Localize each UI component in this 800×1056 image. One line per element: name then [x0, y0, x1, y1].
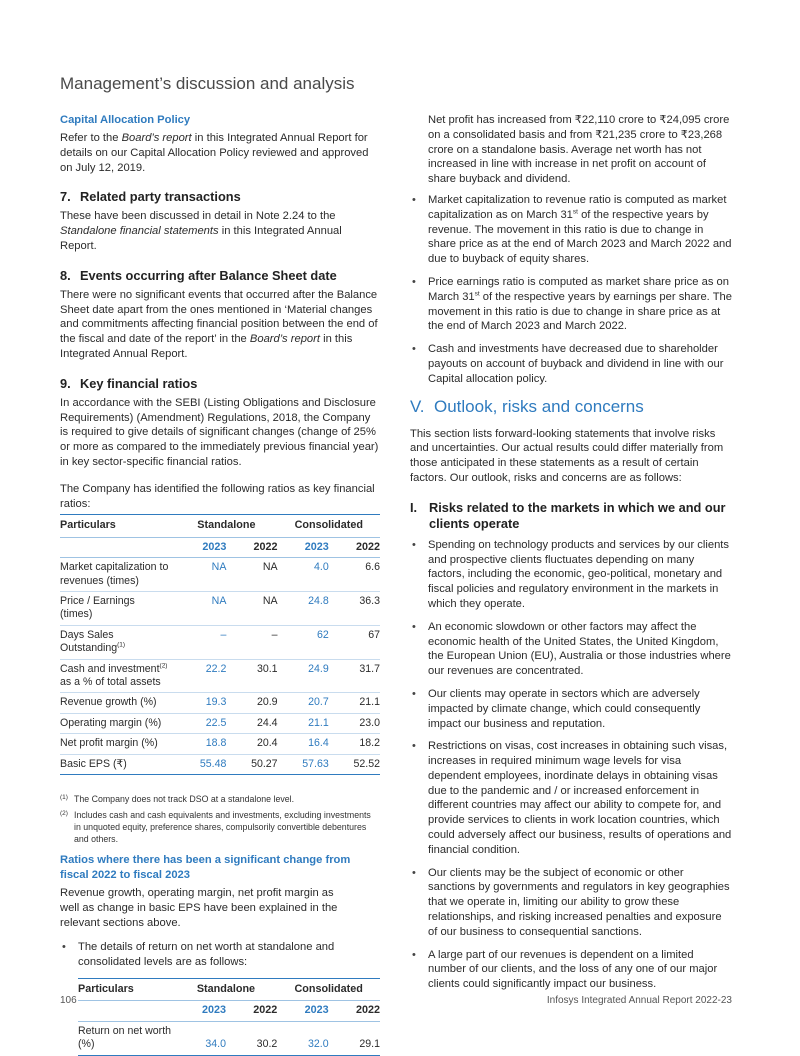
left-column	[60, 113, 380, 1056]
row-label: Operating margin (%)	[60, 713, 175, 733]
cell-value: 52.52	[329, 754, 380, 774]
cell-value: 21.1	[329, 693, 380, 713]
cell-value: 4.0	[278, 558, 329, 592]
cell-value: 24.9	[278, 659, 329, 693]
year-header: 2022	[226, 1001, 277, 1021]
cell-value: 67	[329, 625, 380, 659]
significant-change-heading: Ratios where there has been a significant change from fiscal 2022 to fiscal 2023	[60, 854, 351, 882]
year-header: 2023	[175, 1001, 226, 1021]
ronw-table	[78, 978, 380, 1056]
footnotes	[60, 793, 380, 845]
cell-value: NA	[226, 591, 277, 625]
table-row	[60, 693, 380, 713]
cell-value: –	[175, 625, 226, 659]
table-row	[60, 659, 380, 693]
list-item: • Our clients may be the subject of economic or other sanctions by governments and regulators in key geographies that we operate in, limiting our ability to grow these relationships, and risking increased penalties and exposure of our business to consequential sanctions.	[410, 866, 732, 940]
cell-value: 57.63	[278, 754, 329, 774]
cell-value: 24.4	[226, 713, 277, 733]
key-ratios-intro: The Company has identified the following ratios as key financial ratios:	[60, 482, 375, 510]
cell-value: 16.4	[278, 734, 329, 754]
related-party-text: These have been discussed in detail in Note 2.24 to the Standalone financial statements in this Integrated Annual Report.	[60, 210, 342, 252]
col-particulars: Particulars	[60, 515, 175, 537]
list-item: • Our clients may operate in sectors which are adversely impacted by climate change, which could consequently impact our business and reputation.	[410, 687, 732, 731]
key-ratios-table	[60, 514, 380, 775]
cell-value: –	[226, 625, 277, 659]
page-number: 106	[60, 995, 77, 1006]
row-label: Price / Earnings (times)	[60, 591, 175, 625]
table-row	[60, 754, 380, 774]
key-ratios-heading: 9. Key financial ratios	[60, 375, 198, 391]
list-item: • Spending on technology products and services by our clients and prospective clients fluctuates depending on many factors, including the economic, geo-political, monetary and fiscal policies and regulatory environment in the markets in which they operate.	[410, 538, 732, 612]
list-item: • An economic slowdown or other factors may affect the economic health of the United States, the United Kingdom, the European Union (EU), Australia or those industries where our revenues are concentrated.	[410, 620, 732, 679]
footnote: (2) Includes cash and cash equivalents and investments, excluding investments in unquoted equity, preference shares, compulsorily convertible debentures and others.	[60, 810, 371, 845]
footnote: (1) The Company does not track DSO at a standalone level.	[60, 794, 295, 805]
cell-value: 20.7	[278, 693, 329, 713]
ratio-explanation-list	[410, 193, 732, 387]
list-item: • The details of return on net worth at standalone and consolidated levels are as follows:	[60, 940, 380, 970]
cell-value: 18.2	[329, 734, 380, 754]
table-row	[60, 591, 380, 625]
row-label: Revenue growth (%)	[60, 693, 175, 713]
ronw-bullet-list	[60, 940, 380, 970]
outlook-heading: V. Outlook, risks and concerns	[410, 396, 644, 416]
events-text: There were no significant events that occurred after the Balance Sheet date apart from the ones mentioned in ‘Material changes and commitments affecting financial position between the end of the fiscal and date of the report’ in the Board’s report in this Integrated Annual Report.	[60, 288, 378, 360]
cell-value: 19.3	[175, 693, 226, 713]
significant-change-text: Revenue growth, operating margin, net profit margin as well as change in basic EPS have been explained in the relevant sections above.	[60, 887, 338, 929]
cell-value: 22.2	[175, 659, 226, 693]
list-item: • Price earnings ratio is computed as market share price as on March 31st of the respective years by earnings per share. The movement in this ratio is due to change in share price as at the end of March 2023 and March 2022.	[410, 275, 732, 334]
cell-value: 23.0	[329, 713, 380, 733]
events-heading: 8. Events occurring after Balance Sheet date	[60, 267, 337, 283]
outlook-text: This section lists forward-looking statements that involve risks and uncertainties. Our actual results could differ materially from those anticipated in these statements as a result of certain factors. Our outlook, risks and concerns are as follows:	[410, 427, 724, 484]
list-item: • Market capitalization to revenue ratio is computed as market capitalization as on March 31st of the respective years by revenue. The movement in this ratio is due to change in share price as at the end of March 2023 and March 2022 and due to buyback of equity shares.	[410, 193, 732, 267]
table-row: Return on net worth (%) 34.0 30.2 32.0 29.1	[78, 1021, 380, 1055]
row-label: Cash and investment$^{(2)}$ as a % of total assets	[60, 659, 175, 693]
year-header: 2022	[329, 537, 380, 557]
row-label: Market capitalization to revenues (times)	[60, 558, 175, 592]
page-title: Management’s discussion and analysis	[60, 74, 355, 93]
net-profit-text: Net profit has increased from ₹22,110 crore to ₹24,095 crore on a consolidated basis and from ₹21,235 crore to ₹23,268 crore on a standalone basis. Average net worth has not increased in line with increase in net profit on account of share buyback and dividend.	[428, 114, 730, 186]
col-consolidated: Consolidated	[278, 515, 380, 537]
cell-value: 31.7	[329, 659, 380, 693]
year-header: 2023	[277, 1001, 328, 1021]
cell-value: NA	[226, 558, 277, 592]
related-party-heading: 7. Related party transactions	[60, 189, 241, 205]
cell-value: 18.8	[175, 734, 226, 754]
cell-value: 20.4	[226, 734, 277, 754]
col-standalone: Standalone	[175, 515, 277, 537]
col-standalone: Standalone	[175, 979, 278, 1001]
table-row	[60, 625, 380, 659]
list-item: • A large part of our revenues is dependent on a limited number of our clients, and the loss of any one of our major clients could significantly impact our business.	[410, 948, 732, 992]
key-ratios-text: In accordance with the SEBI (Listing Obligations and Disclosure Requirements) (Amendment) Regulations, 2018, the Company is required to give details of significant changes (change of 25% or more as compared to the immediately previous financial year) in key sector-specific financial ratios.	[60, 396, 379, 468]
cell-value: 50.27	[226, 754, 277, 774]
risks-list	[410, 538, 732, 992]
table-row	[60, 558, 380, 592]
table-row	[60, 734, 380, 754]
list-item: • Restrictions on visas, cost increases in obtaining such visas, increases in required minimum wage levels for visa dependent employees, inordinate delays in obtaining visas due to the pandemic and / or increased enforcement in different countries may affect our ability to compete for, and provide services to clients in work location countries, which could adversely affect our business, results of operations and financial condition.	[410, 739, 732, 857]
cell-value: 55.48	[175, 754, 226, 774]
year-header: 2022	[226, 537, 277, 557]
right-column	[410, 113, 732, 1000]
cell-value: 6.6	[329, 558, 380, 592]
year-header: 2022	[329, 1001, 380, 1021]
table-row	[60, 713, 380, 733]
row-label: Net profit margin (%)	[60, 734, 175, 754]
cell-value: 36.3	[329, 591, 380, 625]
capital-policy-heading: Capital Allocation Policy	[60, 114, 191, 126]
col-particulars: Particulars	[78, 979, 175, 1001]
cell-value: 22.5	[175, 713, 226, 733]
cell-value: 21.1	[278, 713, 329, 733]
cell-value: 24.8	[278, 591, 329, 625]
capital-policy-text: Refer to the Board’s report in this Integrated Annual Report for details on our Capital Allocation Policy reviewed and approved on July 12, 2019.	[60, 132, 369, 174]
year-header: 2023	[278, 537, 329, 557]
cell-value: NA	[175, 591, 226, 625]
risks-heading: I. Risks related to the markets in which we and our clients operate	[410, 499, 726, 531]
list-item: • Cash and investments have decreased due to shareholder payouts on account of buyback and dividend in line with our Capital allocation policy.	[410, 342, 732, 386]
cell-value: 62	[278, 625, 329, 659]
footer-report-title: Infosys Integrated Annual Report 2022-23	[546, 995, 732, 1006]
col-consolidated: Consolidated	[277, 979, 380, 1001]
row-label: Basic EPS (₹)	[60, 754, 175, 774]
cell-value: 20.9	[226, 693, 277, 713]
year-header: 2023	[175, 537, 226, 557]
cell-value: NA	[175, 558, 226, 592]
row-label: Days Sales Outstanding$^{(1)}$	[60, 625, 175, 659]
cell-value: 30.1	[226, 659, 277, 693]
